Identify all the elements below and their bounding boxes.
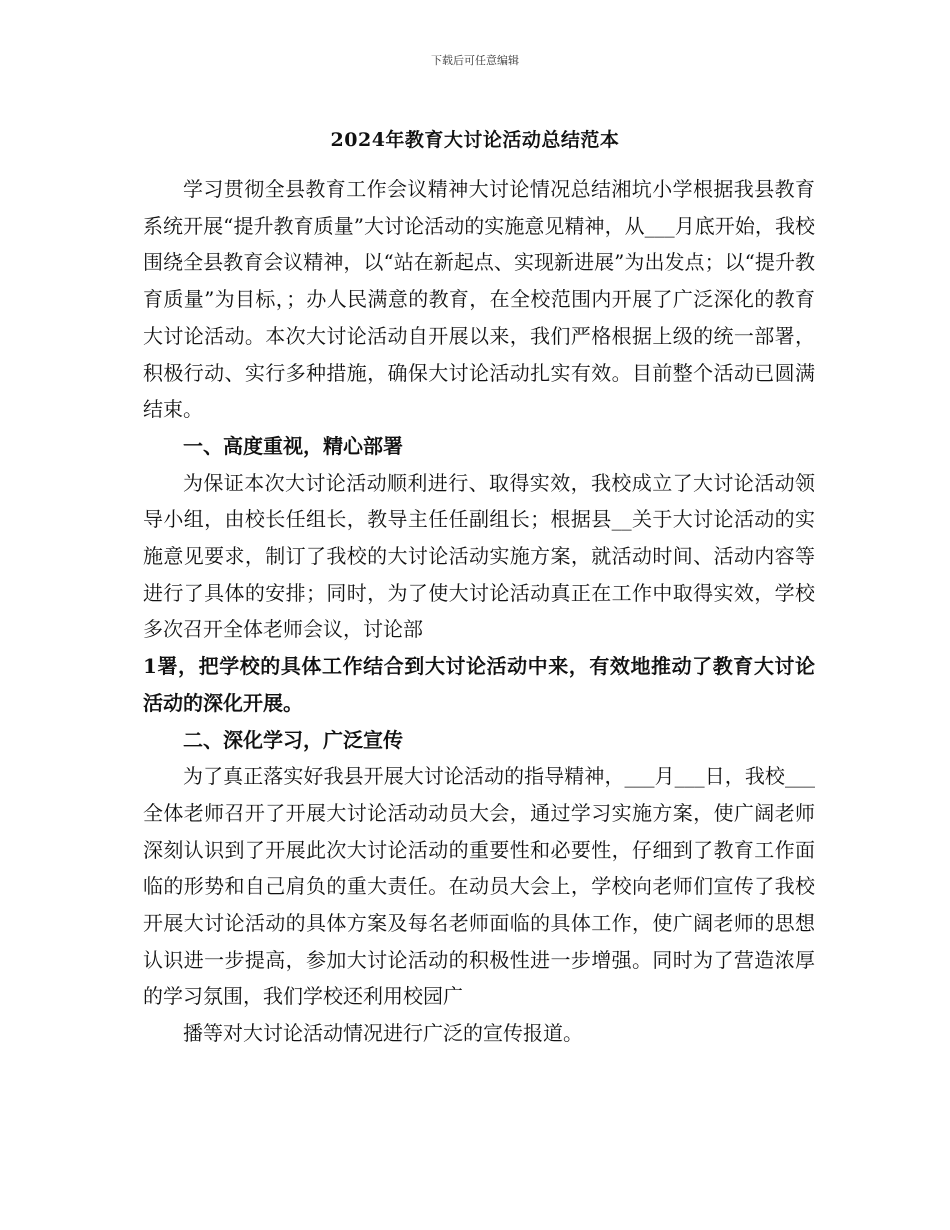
section-heading-1: 一、高度重视，精心部署 bbox=[183, 433, 403, 458]
document-body bbox=[143, 171, 815, 1052]
intro-paragraph: 学习贯彻全县教育工作会议精神大讨论情况总结湘坑小学根据我县教育系统开展“提升教育质量”大讨论活动的实施意见精神，从___月底开始，我校围绕全县教育会议精神，以“站在新起点、实现新进展”为出发点；以“提升教育质量”为目标，；办人民满意的教育，在全校范围内开展了广泛深化的教育大讨论活动。本次大讨论活动自开展以来，我们严格根据上级的统一部署，积极行动、实行多种措施，确保大讨论活动扎实有效。目前整个活动已圆满结束。 bbox=[143, 177, 815, 422]
section-1-paragraph: 为保证本次大讨论活动顺利进行、取得实效，我校成立了大讨论活动领导小组，由校长任组长，教导主任任副组长；根据县__关于大讨论活动的实施意见要求，制订了我校的大讨论活动实施方案，就活动时间、活动内容等进行了具体的安排；同时，为了使大讨论活动真正在工作中取得实效，学校多次召开全体老师会议，讨论部 bbox=[143, 470, 815, 642]
document-title: 2024年教育大讨论活动总结范本 bbox=[330, 129, 620, 151]
section-heading-2: 二、深化学习，广泛宣传 bbox=[183, 727, 403, 752]
section-1-bold-paragraph: 1署，把学校的具体工作结合到大讨论活动中来，有效地推动了教育大讨论活动的深化开展。 bbox=[143, 654, 815, 715]
header-note: 下载后可任意编辑 bbox=[431, 54, 519, 67]
section-2-paragraph: 为了真正落实好我县开展大讨论活动的指导精神，___月___日，我校___全体老师召开了开展大讨论活动动员大会，通过学习实施方案，使广阔老师深刻认识到了开展此次大讨论活动的重要性和必要性，仔细到了教育工作面临的形势和自己肩负的重大责任。在动员大会上，学校向老师们宣传了我校开展大讨论活动的具体方案及每名老师面临的具体工作，使广阔老师的思想认识进一步提高，参加大讨论活动的积极性进一步增强。同时为了营造浓厚的学习氛围，我们学校还利用校园广 bbox=[143, 764, 815, 1009]
section-2-tail-paragraph: 播等对大讨论活动情况进行广泛的宣传报道。 bbox=[183, 1021, 583, 1046]
